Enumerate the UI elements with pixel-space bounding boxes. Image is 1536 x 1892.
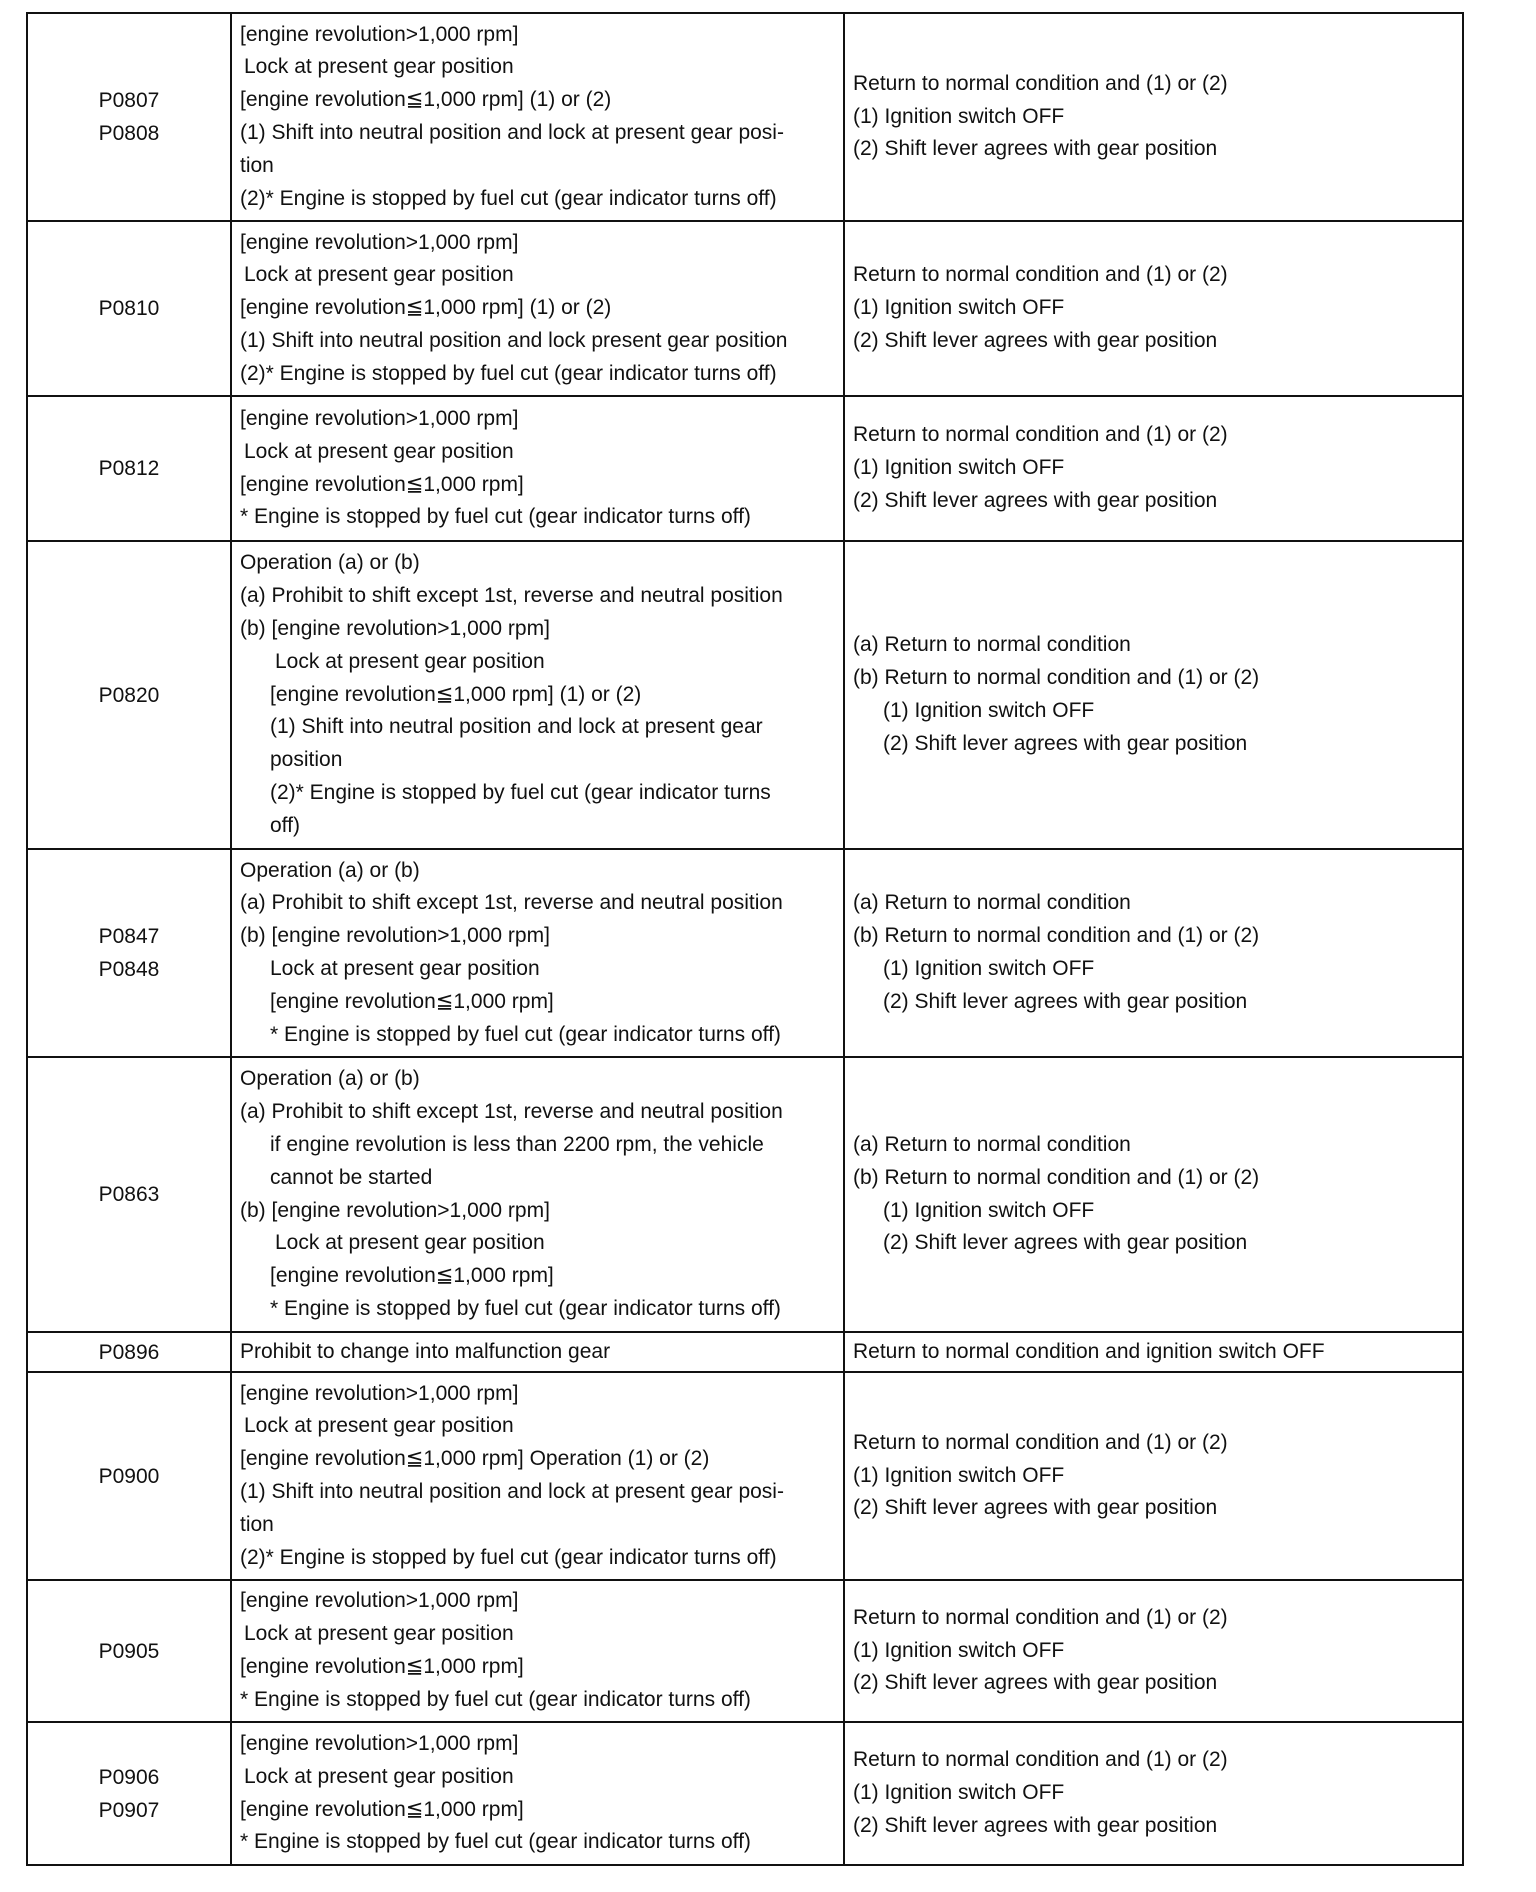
condition-line: * Engine is stopped by fuel cut (gear indicator turns off) [240,1687,751,1711]
dtc-code: P0905 [98,1639,160,1663]
condition-line: [engine revolution≦1,000 rpm] Operation (1) or (2) [240,1447,710,1471]
dtc-code: P0810 [98,297,160,320]
condition-line: (b) [engine revolution>1,000 rpm] [240,617,550,640]
reset-condition-cell [844,396,1463,541]
fail-safe-condition-cell [231,221,844,396]
condition-line: [engine revolution≦1,000 rpm] [240,472,524,496]
reset-condition-cell [844,1332,1463,1372]
condition-line: position [270,748,343,772]
reset-line: (2) Shift lever agrees with gear position [853,328,1218,352]
dtc-code: P0848 [98,958,160,981]
condition-line: * Engine is stopped by fuel cut (gear indicator turns off) [240,505,751,529]
condition-line: (a) Prohibit to shift except 1st, reverse and neutral position [240,584,783,608]
reset-line: Return to normal condition and (1) or (2) [853,263,1228,287]
fail-safe-condition-cell [231,1372,844,1580]
reset-line: (1) Ignition switch OFF [853,104,1065,128]
dtc-code: P0808 [98,122,160,145]
condition-line: * Engine is stopped by fuel cut (gear indicator turns off) [270,1022,781,1046]
reset-line: (1) Ignition switch OFF [853,456,1065,480]
condition-line: Lock at present gear position [244,1764,514,1788]
dtc-fail-safe-table [26,12,1464,1866]
reset-line: (b) Return to normal condition and (1) or (2) [853,666,1260,690]
table-row [27,1580,1463,1722]
condition-line: Lock at present gear position [244,55,514,79]
dtc-code-cell [27,1372,231,1580]
reset-line: (2) Shift lever agrees with gear position [853,488,1218,512]
condition-line: (1) Shift into neutral position and lock at present gear posi- [240,1480,784,1503]
dtc-code: P0820 [98,683,160,707]
condition-line: Prohibit to change into malfunction gear [240,1339,611,1363]
condition-line: [engine revolution≦1,000 rpm] [270,1264,554,1288]
condition-line: [engine revolution>1,000 rpm] [240,22,519,46]
reset-line: (2) Shift lever agrees with gear position [883,731,1248,755]
fail-safe-condition-cell [231,396,844,541]
fail-safe-table-page [26,12,1464,1866]
condition-line: [engine revolution≦1,000 rpm] (1) or (2) [240,88,612,112]
condition-line: (b) [engine revolution>1,000 rpm] [240,1198,550,1222]
table-row [27,541,1463,849]
table-row [27,221,1463,396]
condition-line: (a) Prohibit to shift except 1st, reverse and neutral position [240,891,783,915]
condition-line: Lock at present gear position [244,1414,514,1438]
condition-line: if engine revolution is less than 2200 rpm, the vehicle [270,1132,764,1156]
table-row [27,1057,1463,1332]
reset-line: (2) Shift lever agrees with gear position [883,1231,1248,1255]
reset-condition-cell [844,849,1463,1057]
reset-line: Return to normal condition and (1) or (2) [853,1605,1228,1629]
condition-line: * Engine is stopped by fuel cut (gear indicator turns off) [270,1296,781,1320]
reset-line: (2) Shift lever agrees with gear position [853,1671,1218,1695]
condition-line: Operation (a) or (b) [240,858,420,882]
condition-line: Lock at present gear position [275,1231,545,1255]
dtc-code: P0863 [98,1183,160,1206]
table-row [27,396,1463,541]
condition-line: [engine revolution≦1,000 rpm] (1) or (2) [270,682,642,706]
reset-line: (1) Ignition switch OFF [853,1638,1065,1662]
table-row [27,1332,1463,1372]
dtc-code-cell [27,541,231,849]
reset-condition-cell [844,541,1463,849]
table-row [27,849,1463,1057]
condition-line: (2)* Engine is stopped by fuel cut (gear indicator turns [270,780,771,804]
reset-line: (a) Return to normal condition [853,1132,1131,1156]
reset-condition-cell [844,13,1463,221]
dtc-code: P0896 [98,1340,160,1364]
dtc-code-cell [27,13,231,221]
reset-line: Return to normal condition and (1) or (2) [853,71,1228,95]
reset-line: (2) Shift lever agrees with gear position [853,1496,1218,1520]
condition-line: (2)* Engine is stopped by fuel cut (gear indicator turns off) [240,186,777,210]
dtc-code-cell [27,1332,231,1372]
condition-line: [engine revolution>1,000 rpm] [240,1589,519,1613]
condition-line: Operation (a) or (b) [240,551,420,575]
fail-safe-condition-cell [231,849,844,1057]
condition-line: (2)* Engine is stopped by fuel cut (gear indicator turns off) [240,1545,777,1569]
reset-condition-cell [844,1057,1463,1332]
condition-line: (1) Shift into neutral position and lock at present gear posi- [240,121,784,144]
reset-line: (1) Ignition switch OFF [853,1781,1065,1805]
condition-line: Lock at present gear position [275,649,545,673]
condition-line: [engine revolution≦1,000 rpm] (1) or (2) [240,296,612,320]
dtc-code: P0906 [98,1765,160,1789]
table-row [27,1372,1463,1580]
dtc-code-cell [27,849,231,1057]
condition-line: Lock at present gear position [244,1622,514,1646]
reset-line: (a) Return to normal condition [853,633,1131,657]
fail-safe-condition-cell [231,1722,844,1865]
fail-safe-condition-cell [231,541,844,849]
reset-line: (1) Ignition switch OFF [883,957,1095,980]
reset-condition-cell [844,1372,1463,1580]
condition-line: tion [240,1512,274,1536]
reset-line: (2) Shift lever agrees with gear position [853,137,1218,161]
condition-line: [engine revolution>1,000 rpm] [240,1731,519,1755]
dtc-code: P0812 [98,457,160,480]
fail-safe-condition-cell [231,1580,844,1722]
condition-line: Lock at present gear position [244,439,514,463]
condition-line: [engine revolution>1,000 rpm] [240,406,519,430]
condition-line: [engine revolution≦1,000 rpm] [240,1655,524,1678]
reset-line: Return to normal condition and (1) or (2) [853,1748,1228,1772]
condition-line: [engine revolution>1,000 rpm] [240,1381,519,1405]
dtc-code-cell [27,1580,231,1722]
reset-line: (1) Ignition switch OFF [883,1198,1095,1222]
fail-safe-condition-cell [231,13,844,221]
dtc-code: P0807 [98,89,160,112]
reset-line: (2) Shift lever agrees with gear position [853,1813,1218,1837]
reset-line: (b) Return to normal condition and (1) or (2) [853,924,1260,948]
condition-line: (b) [engine revolution>1,000 rpm] [240,924,550,948]
reset-condition-cell [844,221,1463,396]
dtc-code-cell [27,1057,231,1332]
reset-condition-cell [844,1580,1463,1722]
reset-line: (a) Return to normal condition [853,891,1131,915]
condition-line: (a) Prohibit to shift except 1st, reverse and neutral position [240,1100,783,1124]
condition-line: Operation (a) or (b) [240,1067,420,1091]
reset-line: Return to normal condition and (1) or (2) [853,1430,1228,1454]
reset-line: (1) Ignition switch OFF [853,296,1065,320]
condition-line: (2)* Engine is stopped by fuel cut (gear indicator turns off) [240,361,777,385]
dtc-code-cell [27,221,231,396]
condition-line: Lock at present gear position [244,263,514,287]
dtc-code-cell [27,1722,231,1865]
condition-line: cannot be started [270,1165,433,1189]
condition-line: (1) Shift into neutral position and lock at present gear [270,715,763,739]
reset-condition-cell [844,1722,1463,1865]
dtc-code: P0900 [98,1464,160,1488]
reset-line: (1) Ignition switch OFF [853,1463,1065,1487]
fail-safe-condition-cell [231,1332,844,1372]
reset-line: (1) Ignition switch OFF [883,699,1095,722]
condition-line: * Engine is stopped by fuel cut (gear indicator turns off) [240,1830,751,1854]
condition-line: [engine revolution≦1,000 rpm] [270,989,554,1013]
condition-line: Lock at present gear position [270,957,540,980]
table-row [27,13,1463,221]
condition-line: [engine revolution≦1,000 rpm] [240,1797,524,1821]
reset-line: Return to normal condition and ignition switch OFF [853,1339,1325,1363]
dtc-code: P0907 [98,1798,160,1822]
dtc-code-cell [27,396,231,541]
condition-line: [engine revolution>1,000 rpm] [240,230,519,254]
table-row [27,1722,1463,1865]
condition-line: tion [240,153,274,177]
reset-line: Return to normal condition and (1) or (2) [853,423,1228,447]
dtc-code: P0847 [98,925,160,948]
fail-safe-condition-cell [231,1057,844,1332]
reset-line: (b) Return to normal condition and (1) or (2) [853,1165,1260,1189]
reset-line: (2) Shift lever agrees with gear position [883,989,1248,1013]
condition-line: (1) Shift into neutral position and lock present gear position [240,328,788,352]
condition-line: off) [270,813,300,837]
